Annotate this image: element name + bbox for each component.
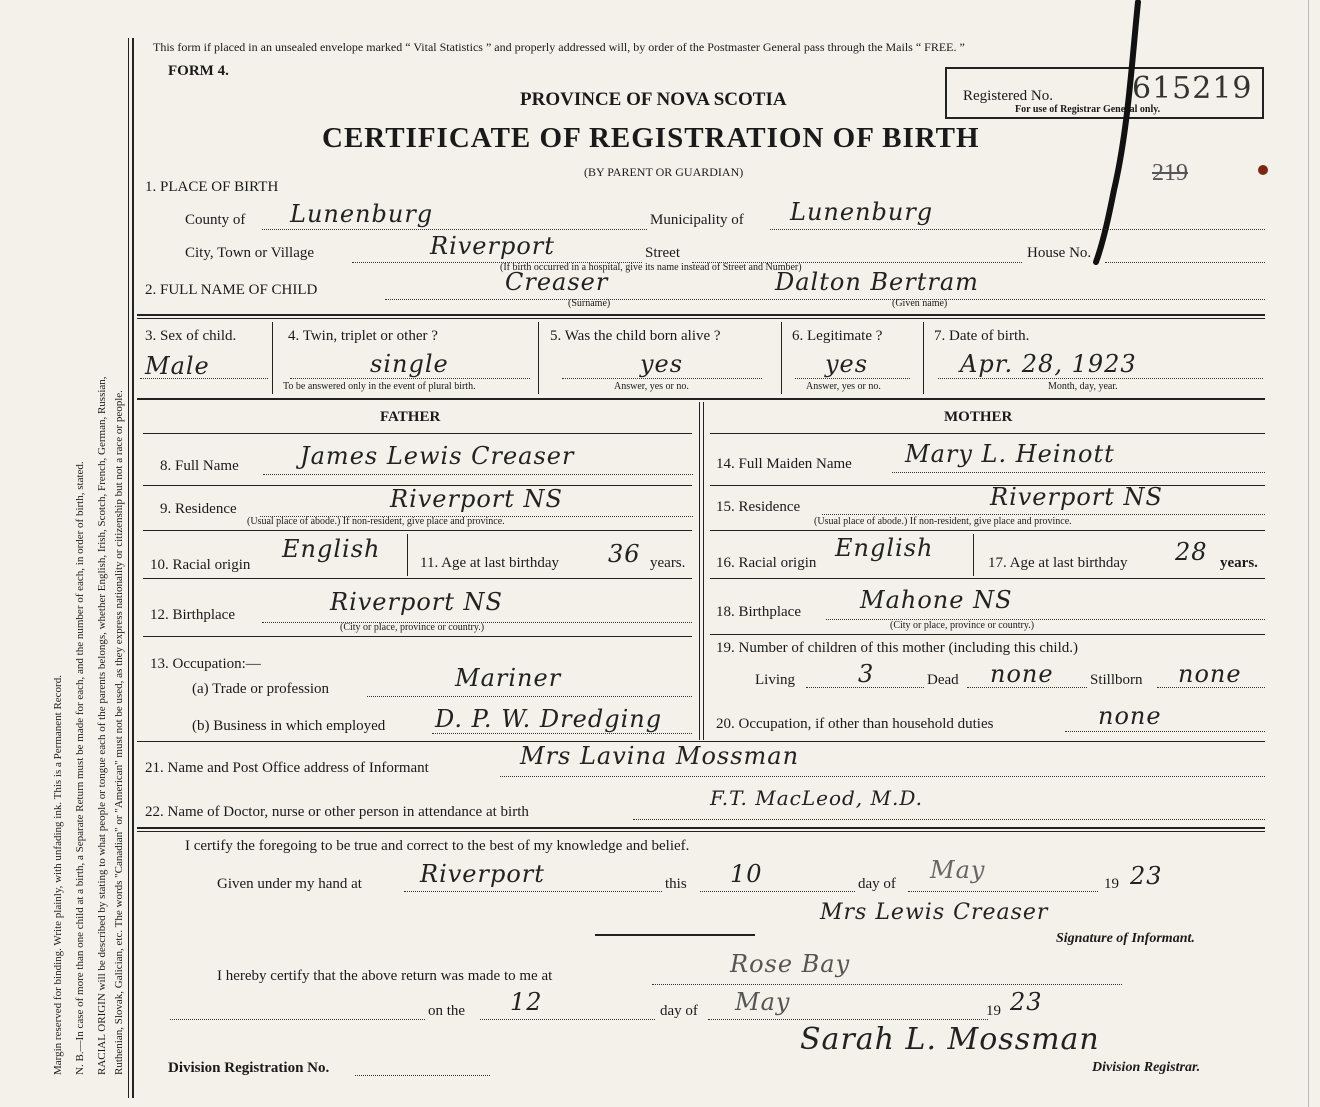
- father-racial-label: 10. Racial origin: [150, 557, 251, 573]
- return-day: 12: [510, 988, 543, 1016]
- alive-note: Answer, yes or no.: [614, 381, 689, 392]
- given-place: Riverport: [420, 860, 545, 888]
- informant-label: 21. Name and Post Office address of Informant: [145, 760, 429, 776]
- father-birthplace-note: (City or place, province or country.): [340, 622, 485, 633]
- mother-birthplace-note: (City or place, province or country.): [890, 620, 1035, 631]
- mother-birthplace-label: 18. Birthplace: [716, 604, 801, 620]
- alive-value: yes: [640, 350, 684, 378]
- mother-name-label: 14. Full Maiden Name: [716, 456, 852, 472]
- return-month: May: [735, 988, 791, 1016]
- division-registrar-caption: Division Registrar.: [1092, 1060, 1201, 1075]
- given-caption: (Given name): [892, 298, 948, 309]
- father-birthplace: Riverport NS: [330, 588, 503, 616]
- municipality-value: Lunenburg: [790, 198, 934, 226]
- return-day-of: day of: [660, 1003, 698, 1019]
- mother-residence-note: (Usual place of abode.) If non-resident, give place and province.: [814, 516, 1072, 527]
- registered-label: Registered No.: [963, 88, 1053, 104]
- stillborn-value: none: [1178, 660, 1242, 688]
- registered-number: 615219: [1132, 71, 1253, 106]
- given-label: Given under my hand at: [217, 876, 362, 892]
- mother-age-value: 28: [1175, 538, 1208, 566]
- father-birthplace-label: 12. Birthplace: [150, 607, 235, 623]
- mother-racial-value: English: [835, 534, 934, 562]
- side-number: 219: [1152, 160, 1188, 186]
- legitimate-value: yes: [825, 350, 869, 378]
- doctor-value: F.T. MacLeod, M.D.: [710, 786, 924, 810]
- postal-notice: This form if placed in an unsealed envelope marked “ Vital Statistics ” and properly addressed will, by order of the Postmaster General pass through the Mails “ FREE. ”: [153, 40, 965, 54]
- margin-rule-outer: [132, 38, 134, 1098]
- father-trade-label: (a) Trade or profession: [192, 681, 330, 697]
- margin-note-multiple-births: N. B.—In case of more than one child at a birth, a Separate Return must be made for each, and the number of each, in order of birth, stated.: [74, 461, 86, 1075]
- informant-value: Mrs Lavina Mossman: [520, 742, 800, 770]
- father-age-value: 36: [608, 540, 641, 568]
- mother-age-label: 17. Age at last birthday: [988, 555, 1128, 571]
- mother-occupation: none: [1098, 702, 1162, 730]
- return-year: 23: [1010, 988, 1043, 1016]
- registrar-signature: Sarah L. Mossman: [800, 1022, 1100, 1057]
- mother-racial-label: 16. Racial origin: [716, 555, 817, 571]
- father-racial-value: English: [282, 535, 381, 563]
- sex-value: Male: [145, 352, 210, 380]
- registrar-use-note: For use of Registrar General only.: [1015, 104, 1161, 115]
- ink-dot: [1258, 165, 1268, 175]
- alive-label: 5. Was the child born alive ?: [550, 328, 721, 344]
- stillborn-label: Stillborn: [1090, 672, 1143, 688]
- municipality-label: Municipality of: [650, 212, 744, 228]
- return-statement: I hereby certify that the above return was made to me at: [217, 968, 553, 984]
- living-label: Living: [755, 672, 795, 688]
- mother-name: Mary L. Heinott: [905, 440, 1115, 468]
- mother-birthplace: Mahone NS: [860, 586, 1013, 614]
- father-residence-label: 9. Residence: [160, 501, 237, 517]
- father-age-label: 11. Age at last birthday: [420, 555, 559, 571]
- day-of-label: day of: [858, 876, 896, 892]
- dob-note: Month, day, year.: [1048, 381, 1118, 392]
- margin-note-racial-origin: RACIAL ORIGIN will be described by stating to what people or tongue each of the parents belongs, whether English, Irish, Scotch, French, German, Russian,: [96, 376, 108, 1075]
- father-business-label: (b) Business in which employed: [192, 718, 386, 734]
- informant-signature: Mrs Lewis Creaser: [820, 900, 1049, 925]
- father-name-label: 8. Full Name: [160, 458, 239, 474]
- return-place: Rose Bay: [730, 950, 851, 978]
- cert-year-prefix: 19: [1104, 876, 1119, 892]
- father-heading: FATHER: [380, 409, 441, 425]
- legitimate-label: 6. Legitimate ?: [792, 328, 883, 344]
- father-occupation-label: 13. Occupation:—: [150, 656, 261, 672]
- this-label: this: [665, 876, 687, 892]
- province-heading: PROVINCE OF NOVA SCOTIA: [520, 89, 787, 110]
- twin-value: single: [370, 350, 449, 378]
- father-name: James Lewis Creaser: [300, 442, 575, 470]
- child-name-label: 2. FULL NAME OF CHILD: [145, 282, 318, 298]
- doctor-label: 22. Name of Doctor, nurse or other person in attendance at birth: [145, 804, 529, 820]
- return-year-prefix: 19: [986, 1003, 1001, 1019]
- cert-month: May: [930, 856, 986, 884]
- dob-value: Apr. 28, 1923: [960, 350, 1137, 378]
- county-value: Lunenburg: [290, 200, 434, 228]
- margin-note-binding: Margin reserved for binding. Write plainly, with unfading ink. This is a Permanent Record.: [52, 675, 64, 1075]
- father-residence-note: (Usual place of abode.) If non-resident, give place and province.: [247, 516, 505, 527]
- cert-day: 10: [730, 860, 763, 888]
- living-value: 3: [858, 660, 875, 688]
- mother-residence-label: 15. Residence: [716, 499, 801, 515]
- on-the-label: on the: [428, 1003, 466, 1019]
- street-label: Street: [645, 245, 680, 261]
- certification-statement: I certify the foregoing to be true and correct to the best of my knowledge and belief.: [185, 838, 690, 854]
- signature-caption: Signature of Informant.: [1056, 931, 1195, 946]
- mother-age-unit: years.: [1220, 555, 1258, 571]
- father-residence: Riverport NS: [390, 485, 563, 513]
- sex-label: 3. Sex of child.: [145, 328, 237, 344]
- form-number: FORM 4.: [168, 63, 229, 79]
- margin-note-racial-origin-cont: Ruthenian, Slovak, Galician, etc. The words "Canadian" or "American" must not be used, as they express nationality or citizenship but not a race or people.: [113, 390, 125, 1075]
- mother-children-label: 19. Number of children of this mother (including this child.): [716, 640, 1079, 656]
- surname-caption: (Surname): [568, 298, 611, 309]
- certificate-title: CERTIFICATE OF REGISTRATION OF BIRTH: [322, 122, 980, 154]
- city-value: Riverport: [430, 232, 555, 260]
- father-trade: Mariner: [455, 664, 562, 692]
- legitimate-note: Answer, yes or no.: [806, 381, 881, 392]
- child-surname: Creaser: [505, 268, 609, 296]
- city-label: City, Town or Village: [185, 245, 315, 261]
- division-registration-label: Division Registration No.: [168, 1060, 330, 1076]
- mother-occupation-label: 20. Occupation, if other than household duties: [716, 716, 994, 732]
- pen-stroke-mark: [1080, 0, 1160, 300]
- mother-heading: MOTHER: [944, 409, 1013, 425]
- hospital-note: (If birth occurred in a hospital, give its name instead of Street and Number): [500, 262, 802, 273]
- certificate-subtitle: (BY PARENT OR GUARDIAN): [584, 165, 744, 179]
- place-of-birth-label: 1. PLACE OF BIRTH: [145, 179, 279, 195]
- cert-year: 23: [1130, 862, 1163, 890]
- father-business: D. P. W. Dredging: [435, 705, 663, 733]
- dead-value: none: [990, 660, 1054, 688]
- mother-residence: Riverport NS: [990, 483, 1163, 511]
- house-label: House No.: [1027, 245, 1092, 261]
- county-label: County of: [185, 212, 246, 228]
- dead-label: Dead: [927, 672, 959, 688]
- child-given-name: Dalton Bertram: [775, 268, 979, 296]
- twin-note: To be answered only in the event of plural birth.: [283, 381, 476, 392]
- twin-label: 4. Twin, triplet or other ?: [288, 328, 438, 344]
- margin-rule-inner: [128, 38, 129, 1098]
- dob-label: 7. Date of birth.: [934, 328, 1030, 344]
- father-age-unit: years.: [650, 555, 686, 571]
